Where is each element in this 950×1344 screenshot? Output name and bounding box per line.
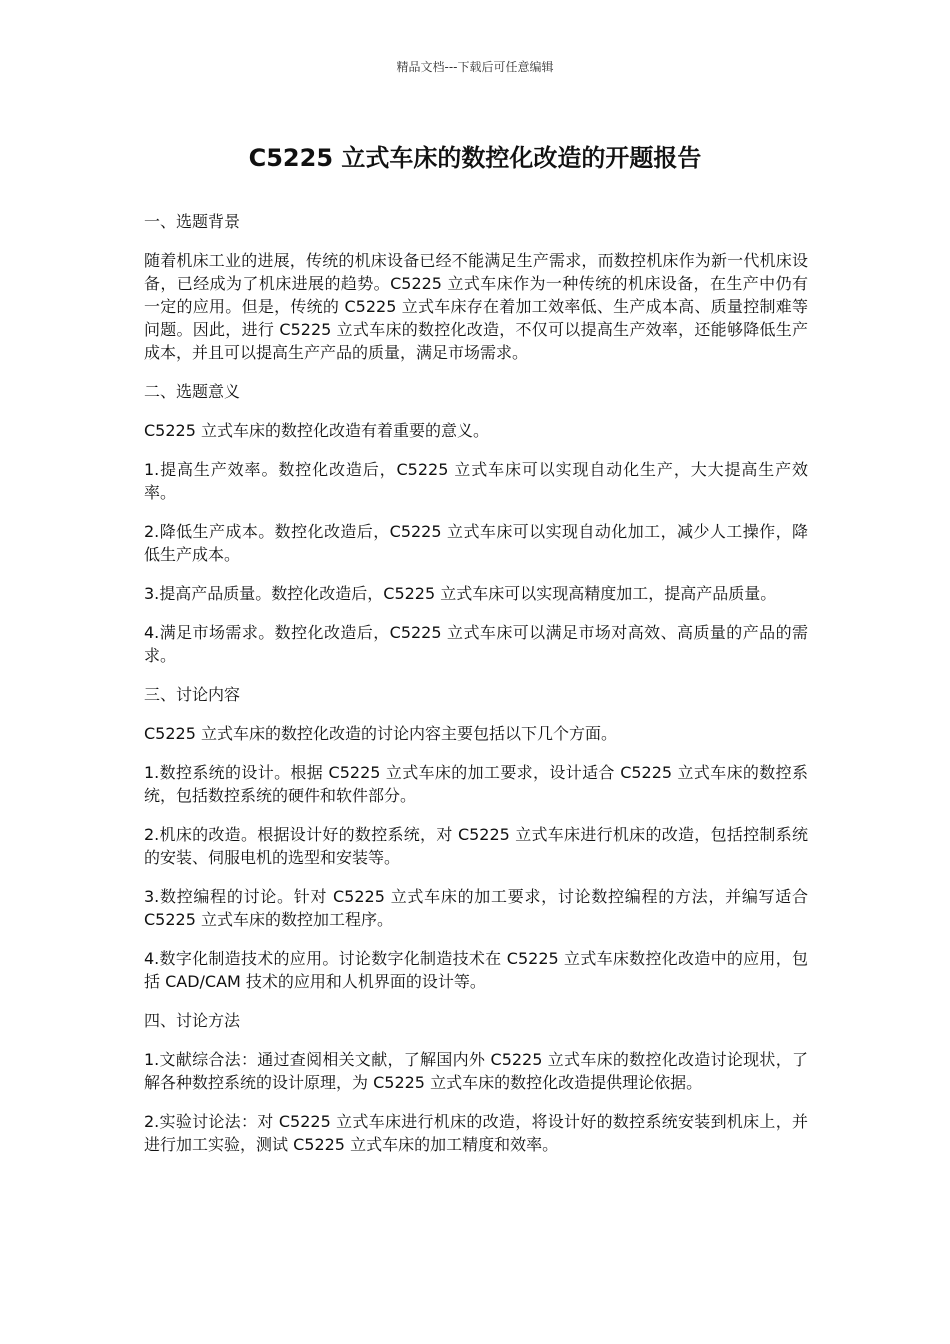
section-heading-content: 三、讨论内容: [144, 685, 241, 704]
paragraph-background: 随着机床工业的进展，传统的机床设备已经不能满足生产需求，而数控机床作为新一代机床设备，已经成为了机床进展的趋势。C5225 立式车床作为一种传统的机床设备，在生产中仍有一定的应用。但是，传统的 C5225 立式车床存在着加工效率低、生产成本高、质量控制难等问题。因此，进行 C5225 立式车床的数控化改造，不仅可以提高生产效率，还能够降低生产成本，并且可以提高生产产品的质量，满足市场需求。: [144, 251, 808, 362]
list-item-efficiency: 1.提高生产效率。数控化改造后，C5225 立式车床可以实现自动化生产，大大提高生产效率。: [144, 460, 808, 502]
list-item-nc-programming: 3.数控编程的讨论。针对 C5225 立式车床的加工要求，讨论数控编程的方法，并编写适合 C5225 立式车床的数控加工程序。: [144, 887, 808, 929]
paragraph-significance-intro: C5225 立式车床的数控化改造有着重要的意义。: [144, 421, 489, 440]
header-note: 精品文档---下载后可任意编辑: [396, 60, 554, 74]
section-heading-methods: 四、讨论方法: [144, 1011, 241, 1030]
document-title: C5225 立式车床的数控化改造的开题报告: [248, 144, 702, 172]
paragraph-content-intro: C5225 立式车床的数控化改造的讨论内容主要包括以下几个方面。: [144, 724, 617, 743]
list-item-quality: 3.提高产品质量。数控化改造后，C5225 立式车床可以实现高精度加工，提高产品质量。: [144, 584, 777, 603]
list-item-digital-manufacturing: 4.数字化制造技术的应用。讨论数字化制造技术在 C5225 立式车床数控化改造中的应用，包括 CAD/CAM 技术的应用和人机界面的设计等。: [144, 949, 808, 991]
list-item-literature-method: 1.文献综合法：通过查阅相关文献，了解国内外 C5225 立式车床的数控化改造讨论现状，了解各种数控系统的设计原理，为 C5225 立式车床的数控化改造提供理论依据。: [144, 1050, 808, 1092]
list-item-cost: 2.降低生产成本。数控化改造后，C5225 立式车床可以实现自动化加工，减少人工操作，降低生产成本。: [144, 522, 808, 564]
list-item-nc-system: 1.数控系统的设计。根据 C5225 立式车床的加工要求，设计适合 C5225 立式车床的数控系统，包括数控系统的硬件和软件部分。: [144, 763, 808, 805]
section-heading-background: 一、选题背景: [144, 212, 241, 231]
list-item-machine-retrofit: 2.机床的改造。根据设计好的数控系统，对 C5225 立式车床进行机床的改造，包括控制系统的安装、伺服电机的选型和安装等。: [144, 825, 808, 867]
list-item-market: 4.满足市场需求。数控化改造后，C5225 立式车床可以满足市场对高效、高质量的产品的需求。: [144, 623, 808, 665]
section-heading-significance: 二、选题意义: [144, 382, 241, 401]
list-item-experimental-method: 2.实验讨论法：对 C5225 立式车床进行机床的改造，将设计好的数控系统安装到机床上，并进行加工实验，测试 C5225 立式车床的加工精度和效率。: [144, 1112, 808, 1154]
document-body: [144, 210, 808, 1172]
